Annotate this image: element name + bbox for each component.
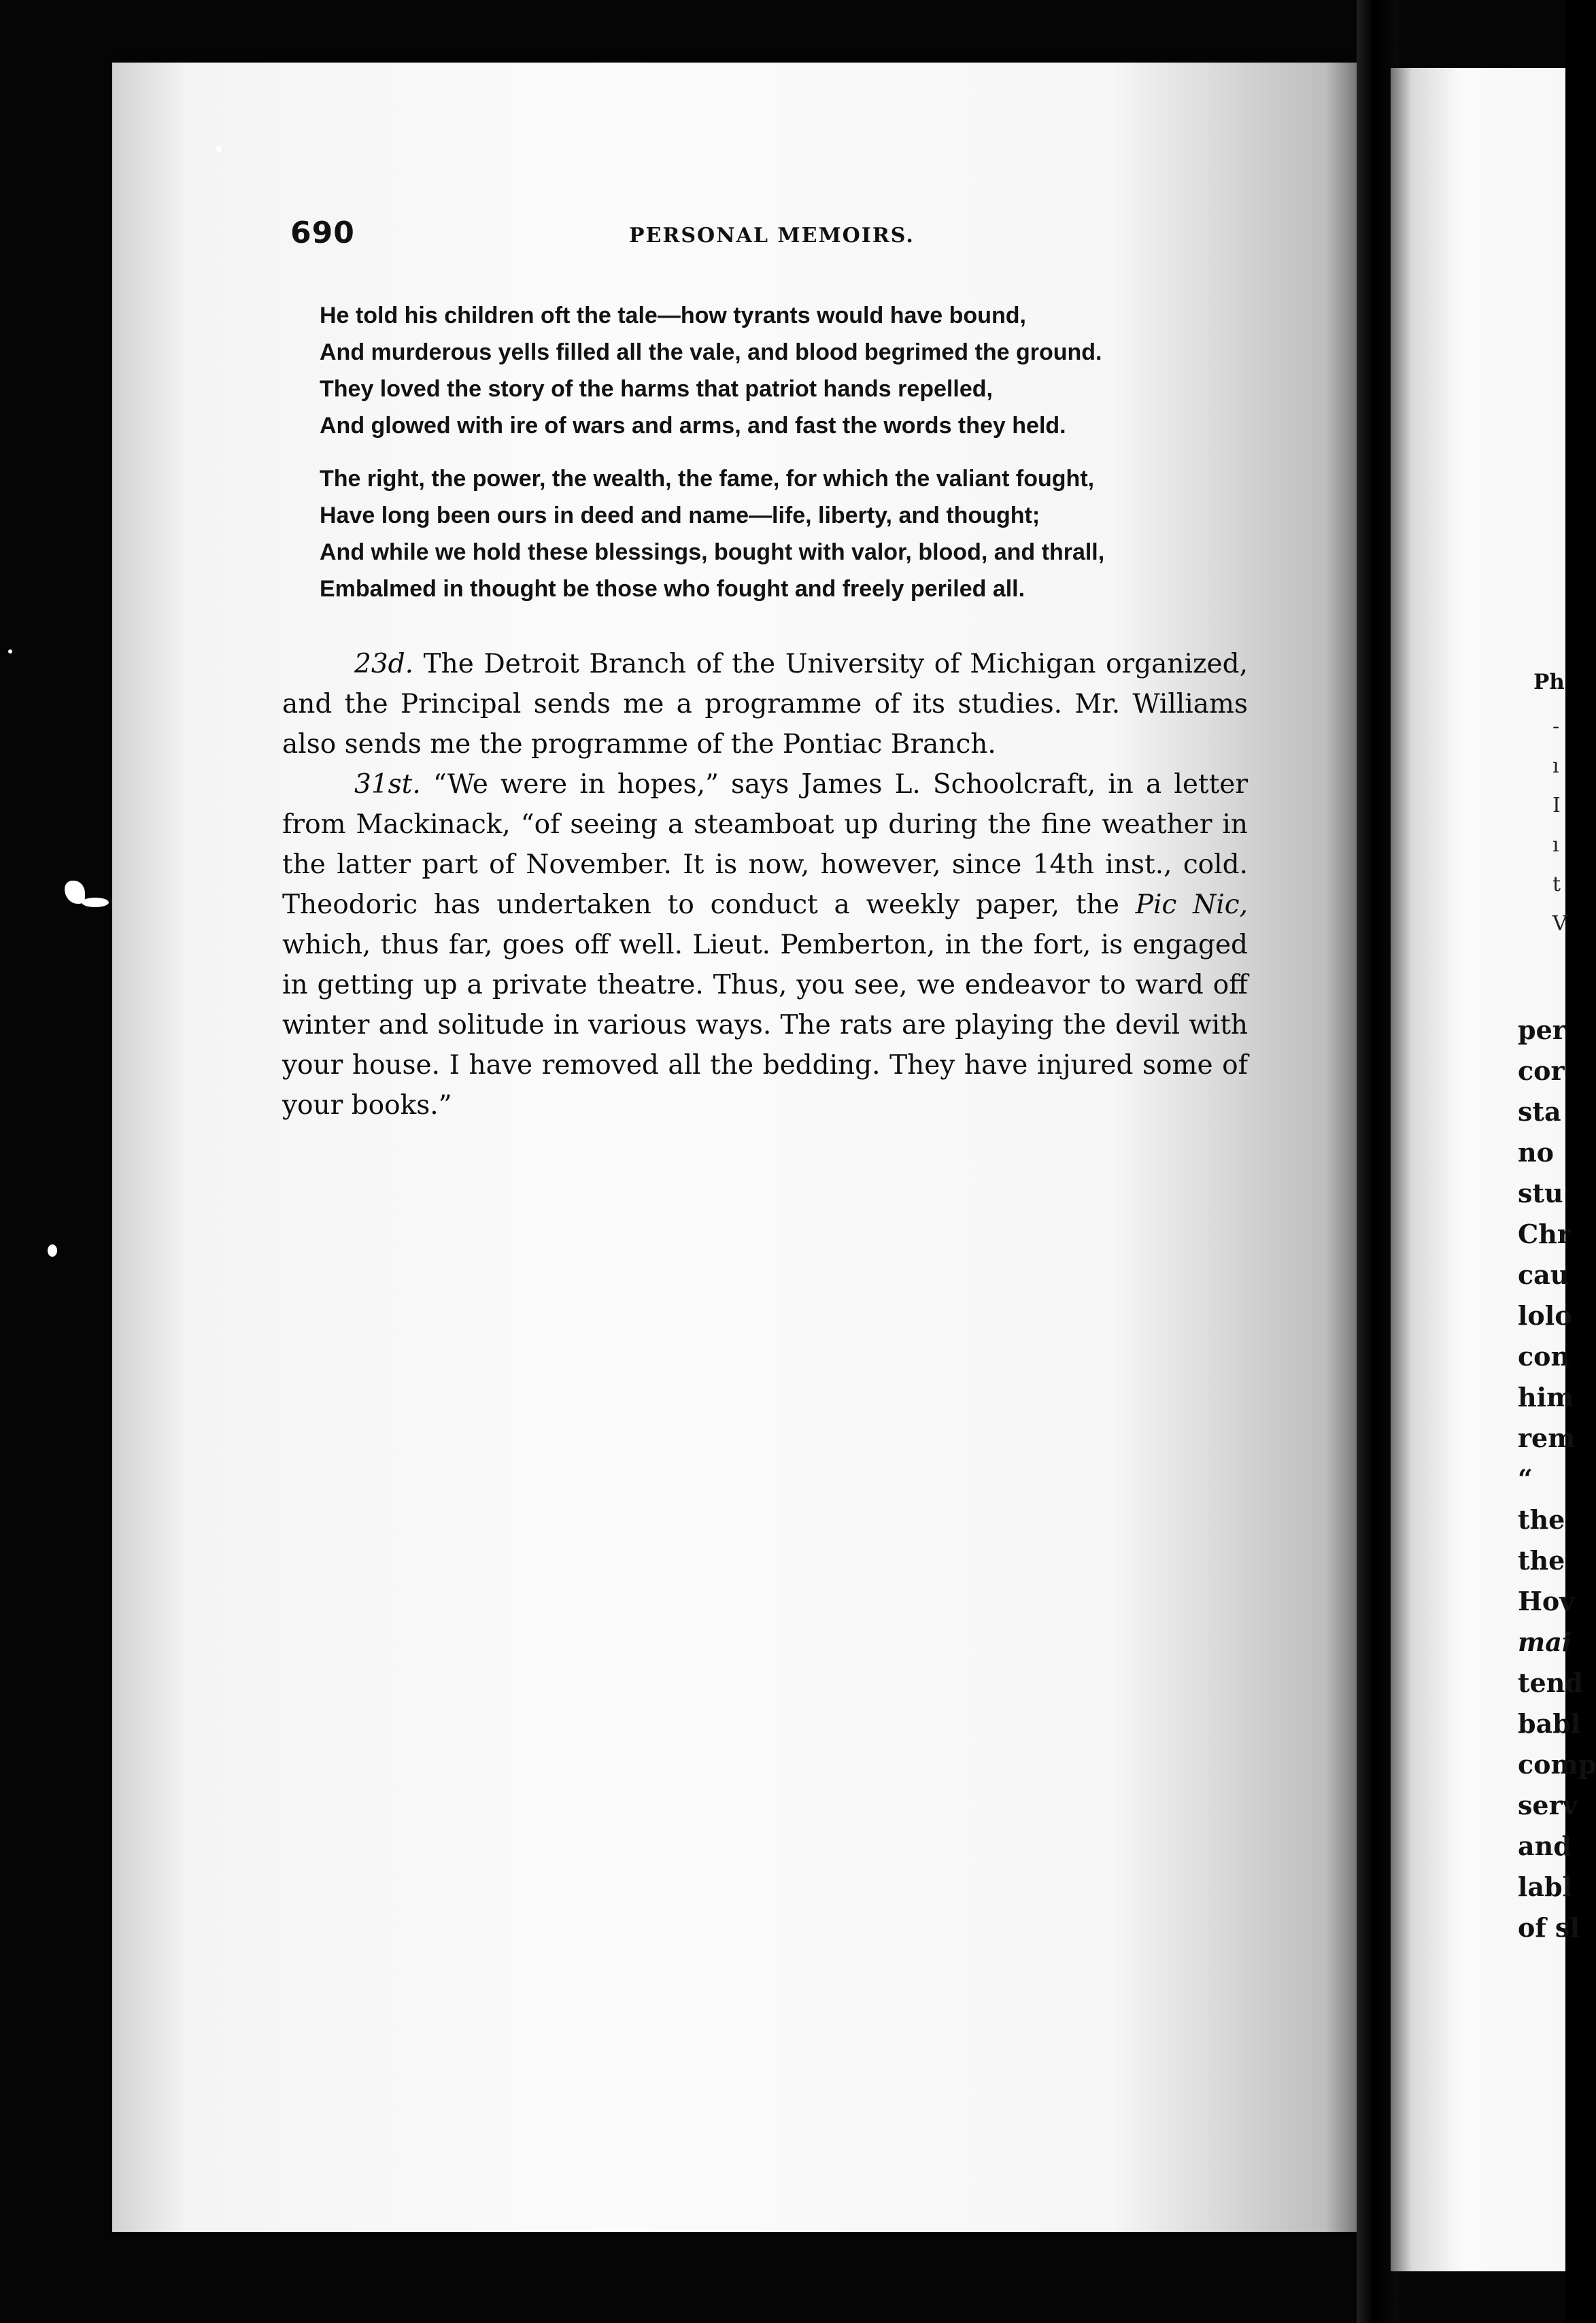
entry-date: 31st. xyxy=(354,769,421,800)
facing-line-fragment: him xyxy=(1518,1382,1574,1412)
facing-line-fragment: babl xyxy=(1518,1708,1581,1739)
poem-stanza-1 xyxy=(320,297,1353,444)
scan-speck xyxy=(82,898,109,907)
page-number: 690 xyxy=(290,216,355,250)
verse-line: And glowed with ire of wars and arms, and fast the words they held. xyxy=(320,413,1066,439)
facing-page-fragments xyxy=(1518,1010,1596,1948)
edge-mark: t xyxy=(1552,872,1561,896)
prose-body xyxy=(282,644,1248,1125)
facing-line-fragment: cau xyxy=(1518,1259,1569,1290)
edge-mark: ı xyxy=(1552,833,1559,857)
verse-line: They loved the story of the harms that patriot hands repelled, xyxy=(320,376,993,402)
verse-line: And while we hold these blessings, bought with valor, blood, and thrall, xyxy=(320,539,1105,565)
scan-speck xyxy=(48,1244,57,1257)
facing-line-fragment: Chr xyxy=(1518,1219,1571,1249)
facing-line-fragment: stu xyxy=(1518,1178,1563,1208)
verse-line: Have long been ours in deed and name—life, liberty, and thought; xyxy=(320,503,1040,528)
facing-line-fragment: comp xyxy=(1518,1749,1596,1780)
edge-mark: ı xyxy=(1552,754,1559,778)
facing-line-fragment: cor xyxy=(1518,1055,1565,1086)
entry-text: which, thus far, goes off well. Lieut. Pemberton, in the fort, is engaged in getting up a private theatre. Thus, you see, we endeavor to ward off winter and solitude in various ways. The rats are playing the devil with your house. I have removed all the bedding. They have injured some of your books.” xyxy=(282,930,1248,1121)
facing-line-fragment: lolo xyxy=(1518,1300,1572,1331)
facing-line-fragment: Hov xyxy=(1518,1586,1575,1616)
verse-line: The right, the power, the wealth, the fame, for which the valiant fought, xyxy=(320,466,1095,492)
facing-line-fragment: con xyxy=(1518,1341,1570,1372)
entry-31 xyxy=(282,764,1248,1125)
poem-stanza-2 xyxy=(320,460,1353,607)
entry-date: 23d. xyxy=(354,649,413,679)
facing-line-fragment: serv xyxy=(1518,1790,1578,1820)
facing-line-fragment: of sl xyxy=(1518,1912,1580,1943)
facing-page-heading: Ph xyxy=(1533,670,1565,694)
facing-line-fragment: tend xyxy=(1518,1667,1583,1698)
verse-line: Embalmed in thought be those who fought and freely periled all. xyxy=(320,576,1025,602)
entry-23 xyxy=(282,644,1248,764)
page-content xyxy=(112,63,1363,2232)
entry-text: The Detroit Branch of the University of Michigan organized, and the Principal sends me a programme of its studies. Mr. Williams also sends me the programme of the Pontiac Branch. xyxy=(282,649,1248,760)
facing-line-fragment: “ xyxy=(1518,1463,1533,1494)
edge-mark: V xyxy=(1552,912,1567,936)
facing-line-fragment: and xyxy=(1518,1831,1572,1861)
running-title: PERSONAL MEMOIRS. xyxy=(629,224,915,248)
facing-page-edge-marks xyxy=(1552,707,1565,944)
facing-line-fragment: rem xyxy=(1518,1423,1576,1453)
facing-line-fragment: the xyxy=(1518,1504,1565,1535)
facing-line-fragment: the xyxy=(1518,1545,1565,1576)
running-head xyxy=(112,216,1268,256)
facing-line-fragment: sta xyxy=(1518,1096,1561,1127)
edge-mark: - xyxy=(1552,715,1560,739)
verse-line: And murderous yells filled all the vale, and blood begrimed the ground. xyxy=(320,339,1102,365)
facing-line-fragment: per xyxy=(1518,1015,1566,1045)
facing-line-fragment: mai xyxy=(1518,1627,1572,1657)
scan-speck xyxy=(8,649,12,654)
verse-line: He told his children oft the tale—how tyrants would have bound, xyxy=(320,303,1026,328)
facing-line-fragment: labl xyxy=(1518,1871,1573,1902)
edge-mark: I xyxy=(1552,794,1561,817)
paper-name: Pic Nic, xyxy=(1135,889,1248,920)
entry-text: “We were in hopes,” says James L. Schoolcraft, in a letter from Mackinack, “of seeing a steamboat up during the fine weather in the latter part of November. It is now, however, since 14th inst., cold. Theodoric has undertaken to conduct a weekly paper, the xyxy=(282,769,1248,920)
facing-line-fragment: no xyxy=(1518,1137,1554,1168)
